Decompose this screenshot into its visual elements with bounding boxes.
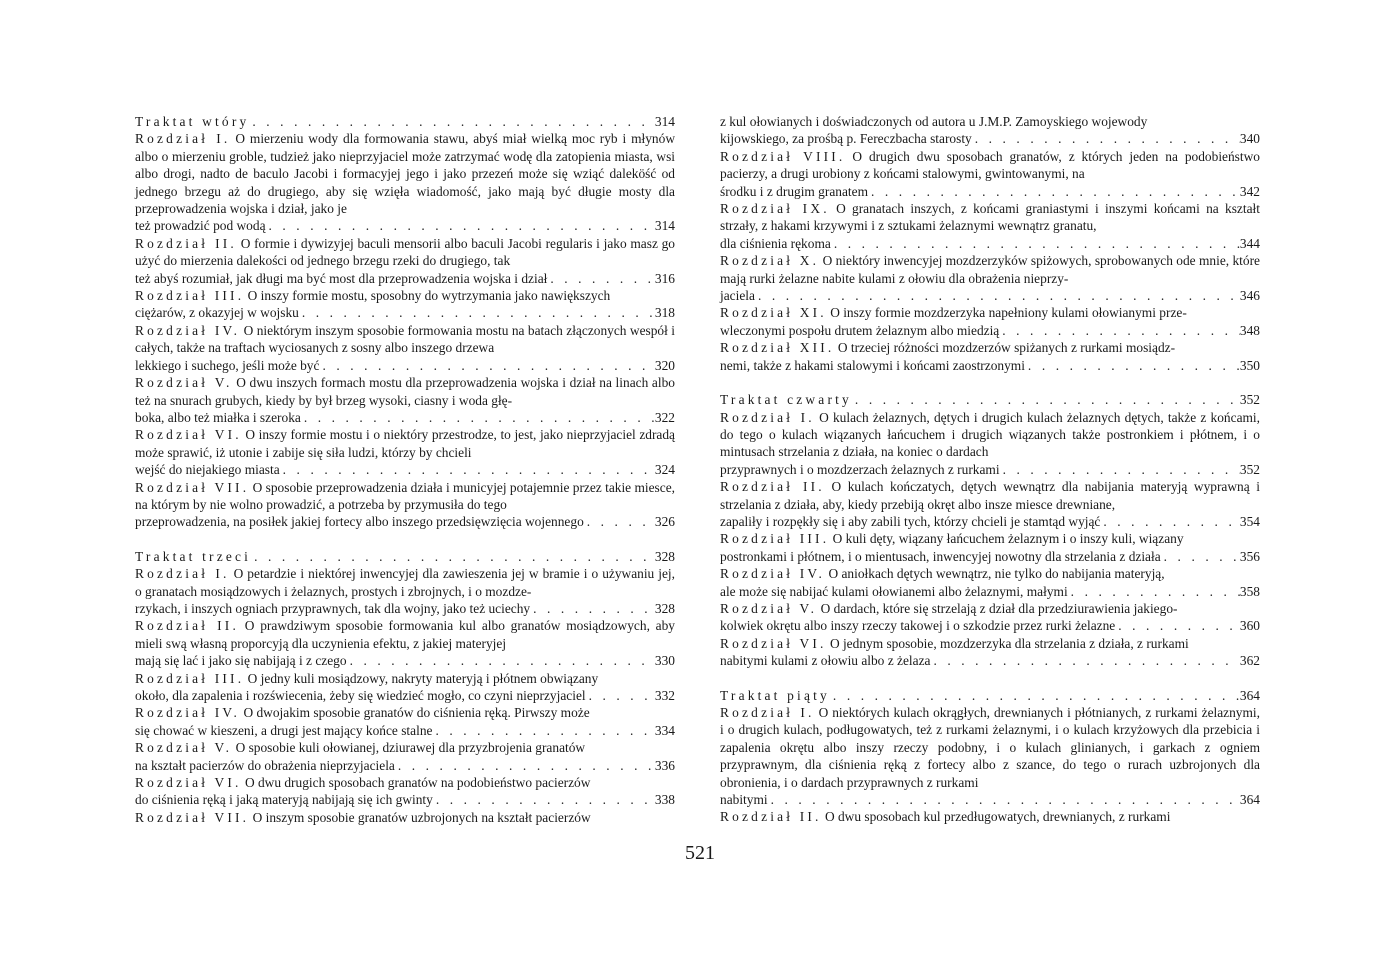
chapter-label: Rozdział V. [135, 740, 233, 756]
chapter-entry [720, 148, 1260, 200]
entry-text: O dwojakim sposobie granatów do ciśnienia ręką. Pirwszy może [243, 705, 590, 721]
page-ref: 324 [654, 462, 675, 478]
entry-last-line [135, 409, 675, 426]
dot-leader [432, 722, 654, 739]
entry-text: O kulach żelaznych, dętych i drugich kulach żelaznych dętych, także z końcami, do tego o kulach wiązanych łańcuchem i drugich wiązanych także postronkiem i płótnem, i o mintusach strzelania z działa, na koniec o dardach [720, 409, 1260, 460]
page-number: 521 [685, 842, 715, 864]
dot-leader [1161, 548, 1240, 565]
chapter-label: Rozdział III. [135, 670, 245, 686]
entry-body [720, 478, 1260, 513]
chapter-entry [135, 426, 675, 478]
entry-last-line [720, 513, 1260, 530]
entry-last-line [720, 583, 1260, 600]
entry-text: O jednym sposobie, mozdzerzyka dla strzelania z działa, z rurkami [829, 635, 1189, 651]
chapter-label: Rozdział I. [135, 131, 231, 147]
chapter-label: Rozdział V. [135, 375, 233, 391]
treatise-heading [720, 391, 1260, 408]
entry-last-line [720, 287, 1260, 304]
entry-last-line [135, 600, 675, 617]
entry-text-last: się chować w kieszeni, a drugi jest mający końce stalne [135, 722, 433, 738]
chapter-label: Rozdział VIII. [720, 148, 846, 164]
chapter-entry [135, 617, 675, 669]
entry-text: z kul ołowianych i doświadczonych od autora u J.M.P. Zamoyskiego wojewody [720, 114, 1148, 129]
index-page [135, 113, 1260, 873]
entry-body [135, 130, 675, 217]
entry-last-line [135, 687, 675, 704]
chapter-entry [135, 479, 675, 531]
treatise-title: Traktat trzeci [135, 548, 252, 564]
treatise-heading [135, 113, 675, 130]
dot-leader [299, 304, 655, 321]
entry-body [720, 808, 1260, 825]
entry-text: O niektórym inszym sposobie formowania mostu na batach złączonych wespół i całych, także na traftach wyciosanych z sosny albo inszego drzewa [135, 322, 675, 356]
dot-leader [395, 757, 655, 774]
entry-last-line [720, 183, 1260, 200]
entry-last-line [720, 235, 1260, 252]
chapter-entry [720, 530, 1260, 565]
entry-body [135, 704, 675, 721]
entry-last-line [720, 548, 1260, 565]
entry-text: O inszy formie mostu, sposobny do wytrzymania jako nawiększych [247, 288, 611, 304]
entry-last-line [720, 322, 1260, 339]
entry-body [720, 148, 1260, 183]
page-ref: 328 [654, 548, 675, 564]
treatise-heading [135, 548, 675, 565]
entry-text-last: jaciela [720, 288, 755, 304]
chapter-label: Rozdział I. [720, 705, 815, 720]
entry-text: O inszy formie mostu i o niektóry przestrodze, to jest, jako nieprzyjaciel zdradą może sprawić, iż utonie i zabije się siła ludzi, którzy by chcieli [135, 427, 675, 460]
chapter-label: Rozdział VI. [720, 635, 827, 651]
entry-body [135, 565, 675, 600]
chapter-entry [720, 704, 1260, 808]
entry-text: O sposobie przeprowadzenia działa i municyjej potajemnie przez takie miesce, na którym by nie wolno prowadzić, a potrzeba by przymusiła do tego [135, 479, 675, 512]
entry-body [135, 739, 675, 756]
entry-last-line [720, 461, 1260, 478]
page-ref: 320 [654, 357, 675, 373]
dot-leader [768, 791, 1240, 808]
chapter-label: Rozdział IX. [720, 201, 830, 217]
entry-text-last: nemi, także z hakami stalowymi i końcami zaostrzonymi [720, 357, 1025, 373]
entry-last-line [135, 304, 675, 321]
treatise-title: Traktat piąty [720, 687, 830, 703]
entry-last-line [720, 791, 1260, 808]
page-ref: 352 [1239, 392, 1260, 408]
entry-body [135, 809, 675, 826]
chapter-label: Rozdział IV. [720, 566, 826, 582]
page-ref: 350 [1239, 357, 1260, 373]
page-ref: 332 [654, 688, 675, 703]
entry-body [135, 426, 675, 461]
page-ref: 318 [654, 305, 675, 321]
entry-last-line [135, 357, 675, 374]
right-column [720, 113, 1260, 826]
page-ref: 364 [1239, 687, 1260, 703]
chapter-label: Rozdział VI. [135, 427, 242, 443]
page-ref: 354 [1239, 513, 1260, 529]
chapter-entry [720, 635, 1260, 670]
entry-text-last: też abyś rozumiał, jak długi ma być most dla przeprowadzenia wojska i dział [135, 270, 548, 286]
dot-leader [433, 791, 655, 808]
entry-text: O kuli dęty, wiązany łańcuchem żelaznym i o inszy kuli, wiązany [832, 531, 1184, 547]
chapter-entry [135, 235, 675, 287]
continuation-entry [720, 113, 1260, 148]
dot-leader [830, 687, 1240, 704]
chapter-label: Rozdział I. [720, 409, 815, 425]
entry-text-last: kijowskiego, za prośbą p. Fereczbacha starosty [720, 131, 972, 147]
entry-body [720, 113, 1260, 130]
chapter-entry [135, 809, 675, 826]
entry-text-last: wejść do niejakiego miasta [135, 462, 280, 478]
chapter-entry [720, 200, 1260, 252]
dot-leader [251, 548, 655, 565]
entry-text: O granatach inszych, z końcami graniastymi i inszymi końcami na kształt strzały, z hakami krzywymi i z sztukami żelaznymi wewnątrz granatu, [720, 201, 1260, 234]
entry-text: O kulach kończatych, dętych wewnątrz dla nabijania materyją wyprawną i strzelania z działa, aby, kiedy przebiją okręt albo insze miesce drewniane, [720, 479, 1260, 512]
page-ref: 322 [654, 409, 675, 425]
chapter-entry [135, 565, 675, 617]
page-ref: 348 [1239, 322, 1260, 338]
treatise-title: Traktat wtóry [135, 114, 250, 129]
entry-text: O mierzeniu wody dla formowania stawu, abyś miał wielką moc ryb i młynów albo o mierzeniu groble, tudzież jako nieprzyjaciel może zatrzymać wodę dla zatopienia miasta, wsi albo drogi, nadto de baculo Jacobi i formacyjej jego i jako przezeń może się wziąć daleköść od jednego brzegu aż do drugiego, aby się wzięła wiadomość, jako mają być długie mosty dla przeprowadzenia wojska i dział, jako je [135, 131, 675, 217]
chapter-entry [135, 670, 675, 705]
dot-leader [586, 687, 655, 704]
chapter-label: Rozdział IV. [135, 705, 241, 721]
dot-leader [266, 217, 655, 234]
chapter-entry [720, 478, 1260, 530]
dot-leader [547, 270, 655, 287]
chapter-label: Rozdział X. [720, 253, 820, 269]
page-ref: 340 [1239, 131, 1260, 147]
chapter-entry [135, 739, 675, 774]
page-ref: 344 [1239, 235, 1260, 251]
chapter-label: Rozdział I. [135, 566, 230, 582]
chapter-label: Rozdział VII. [135, 479, 250, 495]
entry-text: O dwu sposobach kul przedługowatych, drewnianych, z rurkami [824, 809, 1171, 825]
dot-leader [301, 409, 655, 426]
chapter-entry [135, 374, 675, 426]
entry-body [135, 617, 675, 652]
entry-body [720, 200, 1260, 235]
page-ref: 328 [654, 600, 675, 616]
chapter-entry [720, 808, 1260, 825]
chapter-label: Rozdział II. [135, 235, 237, 251]
entry-last-line [135, 513, 675, 530]
entry-text: O jedny kuli mosiądzowy, nakryty materyją i płótnem obwiązany [247, 670, 599, 686]
page-ref: 334 [654, 722, 675, 738]
treatise-heading [720, 687, 1260, 704]
page-ref: 364 [1239, 792, 1260, 808]
chapter-label: Rozdział VI. [135, 775, 242, 791]
entry-last-line [720, 617, 1260, 634]
entry-last-line [135, 652, 675, 669]
entry-last-line [135, 461, 675, 478]
page-ref: 330 [654, 653, 675, 669]
entry-body [720, 252, 1260, 287]
dot-leader [1115, 617, 1240, 634]
entry-body [135, 670, 675, 687]
entry-text-last: nabitymi [720, 792, 768, 808]
entry-text: O drugich dwu sposobach granatów, z których jeden na podobieństwo pacierzy, a drugi urobiony z końcami stalowymi, gwintowanymi, na [720, 148, 1260, 182]
entry-text: O dwu inszych formach mostu dla przeprowadzenia wojska i dział na linach albo też na snurach grubych, kiedy by był brzeg wysoki, ciasny i woda głę- [135, 375, 675, 408]
entry-last-line [135, 270, 675, 287]
entry-text-last: do ciśnienia ręką i jaką materyją nabijają się ich gwinty [135, 792, 433, 808]
entry-text-last: środku i z drugim granatem [720, 183, 869, 199]
chapter-label: Rozdział XI. [720, 305, 827, 321]
page-ref: 316 [654, 270, 675, 286]
page-ref: 314 [654, 114, 675, 129]
entry-text: O dardach, które się strzelają z dział dla przedziurawienia jakiego- [820, 600, 1178, 616]
entry-text: O dwu drugich sposobach granatów na podobieństwo pacierzów [244, 775, 591, 791]
entry-text-last: lekkiego i suchego, jeśli może być [135, 357, 320, 373]
chapter-entry [135, 704, 675, 739]
entry-body [720, 635, 1260, 652]
page-ref: 342 [1239, 183, 1260, 199]
dot-leader [530, 600, 655, 617]
entry-last-line [135, 217, 675, 234]
chapter-entry [720, 565, 1260, 600]
entry-last-line [720, 357, 1260, 374]
page-ref: 346 [1239, 288, 1260, 304]
dot-leader [1068, 583, 1240, 600]
dot-leader [347, 652, 655, 669]
chapter-entry [720, 304, 1260, 339]
entry-body [135, 479, 675, 514]
dot-leader [1000, 461, 1240, 478]
entry-last-line [720, 130, 1260, 147]
dot-leader [319, 357, 654, 374]
chapter-label: Rozdział II. [720, 809, 822, 825]
dot-leader [755, 287, 1240, 304]
treatise-title: Traktat czwarty [720, 392, 852, 408]
entry-text-last: ciężarów, z okazyjej w wojsku [135, 305, 299, 321]
entry-text: O inszy formie mozdzerzyka napełniony kulami ołowianymi prze- [830, 305, 1187, 321]
left-column [135, 113, 675, 826]
entry-body [720, 565, 1260, 582]
chapter-label: Rozdział V. [720, 600, 818, 616]
entry-text: O aniołkach dętych wewnątrz, nie tylko do nabijania materyją, [828, 566, 1165, 582]
page-ref: 336 [654, 757, 675, 773]
entry-body [720, 530, 1260, 547]
chapter-entry [135, 287, 675, 322]
dot-leader [249, 113, 655, 130]
entry-text: O petardzie i niektórej inwencyjej dla zawieszenia jej w bramie i o używaniu jej, o granatach mosiądzowych i żelaznych, prostych i zbrojnych, i o mozdze- [135, 566, 675, 599]
entry-text-last: na kształt pacierzów do obrażenia nieprzyjaciela [135, 757, 395, 773]
chapter-label: Rozdział VII. [135, 809, 250, 825]
entry-text: O prawdziwym sposobie formowania kul albo granatów mosiądzowych, aby mieli swą własną proporcyją dla uczynienia efektu, z jakiej materyjej [135, 618, 676, 651]
page-ref: 362 [1239, 653, 1260, 669]
page-ref: 314 [654, 218, 675, 234]
entry-last-line [135, 722, 675, 739]
entry-text-last: ale może się nabijać kulami ołowianemi albo żelaznymi, małymi [720, 583, 1068, 599]
entry-text-last: postronkami i płótnem, i o mientusach, inwencyjej nowotny dla strzelania z działa [720, 548, 1161, 564]
dot-leader [999, 322, 1240, 339]
dot-leader [1100, 513, 1240, 530]
entry-text: O sposobie kuli ołowianej, dziurawej dla przyzbrojenia granatów [235, 740, 586, 756]
chapter-label: Rozdział II. [135, 618, 240, 634]
chapter-label: Rozdział IV. [135, 322, 241, 338]
entry-text-last: zapaliły i rozpękły się i aby zabili tych, którzy chcieli je stamtąd wyjąć [720, 513, 1101, 529]
page-ref: 326 [654, 514, 675, 530]
entry-text-last: dla ciśnienia rękoma [720, 235, 831, 251]
entry-last-line [135, 791, 675, 808]
page-ref: 358 [1239, 583, 1260, 599]
entry-text-last: kolwiek okrętu albo inszy rzeczy takowej i o szkodzie przez rurki żelazne [720, 618, 1116, 634]
entry-text-last: około, dla zapalenia i rozświecenia, żeby się wiedzieć mogło, co czyni nieprzyjaciel [135, 688, 586, 703]
entry-text-last: przeprowadzenia, na posiłek jakiej fortecy albo inszego przedsięwzięcia wojennego [135, 514, 584, 530]
dot-leader [280, 461, 655, 478]
page-ref: 338 [654, 792, 675, 808]
chapter-entry [720, 252, 1260, 304]
entry-text-last: też prowadzić pod wodą [135, 218, 266, 234]
page-ref: 360 [1239, 618, 1260, 634]
dot-leader [868, 183, 1240, 200]
chapter-entry [135, 322, 675, 374]
entry-text: O niektórych kulach okrągłych, drewnianych i płótnianych, z rurkami żelaznymi, i o drugich kulach, podługowatych, też z rurkami żelaznymi, i o kulach krzyżowych dla przebicia i zapalenia okrętu albo inszy rzeczy podobny, i o kulach glinianych, i garkach z ogniem przyprawnym, dla ciśnienia ręką z fortecy albo z szance, do tego o rurach uzbrojonych dla obronienia, i o dardach przyprawnych z rurkami [720, 705, 1260, 790]
entry-body [720, 339, 1260, 356]
chapter-entry [135, 130, 675, 234]
entry-body [135, 235, 675, 270]
entry-body [720, 409, 1260, 461]
entry-last-line [720, 652, 1260, 669]
entry-body [135, 287, 675, 304]
chapter-entry [720, 339, 1260, 374]
entry-body [135, 374, 675, 409]
page-ref: 356 [1239, 548, 1260, 564]
entry-text: O trzeciej różności mozdzerzów spiżanych z rurkami mosiądz- [837, 340, 1176, 356]
chapter-entry [720, 409, 1260, 479]
chapter-label: Rozdział III. [135, 288, 245, 304]
entry-text: O formie i dywizyjej baculi mensorii albo baculi Jacobi regularis i jako masz go użyć do mierzenia dalekości od jednego brzegu rzeki do drugiego, tak [135, 235, 675, 269]
chapter-entry [720, 600, 1260, 635]
entry-text-last: rzykach, i inszych ogniach przyprawnych, tak dla wojny, jako też uciechy [135, 600, 531, 616]
dot-leader [930, 652, 1239, 669]
entry-text-last: mają się lać i jako się nabijają i z czego [135, 653, 347, 669]
entry-last-line [135, 757, 675, 774]
entry-text: O inszym sposobie granatów uzbrojonych na kształt pacierzów [252, 809, 591, 825]
chapter-label: Rozdział XII. [720, 340, 835, 356]
dot-leader [852, 391, 1240, 408]
entry-text-last: wleczonymi pospołu drutem żelaznym albo miedzią [720, 322, 1000, 338]
entry-text-last: boka, albo też miałka i szeroka [135, 409, 301, 425]
dot-leader [831, 235, 1240, 252]
entry-text-last: nabitymi kulami z ołowiu albo z żelaza [720, 653, 931, 669]
entry-body [135, 322, 675, 357]
entry-body [720, 704, 1260, 791]
chapter-entry [135, 774, 675, 809]
entry-text-last: przyprawnych i o mozdzerzach żelaznych z rurkami [720, 461, 1000, 477]
entry-body [720, 304, 1260, 321]
dot-leader [972, 130, 1240, 147]
chapter-label: Rozdział II. [720, 479, 825, 495]
entry-body [720, 600, 1260, 617]
page-ref: 352 [1239, 461, 1260, 477]
chapter-label: Rozdział III. [720, 531, 830, 547]
entry-body [135, 774, 675, 791]
dot-leader [1025, 357, 1240, 374]
dot-leader [584, 513, 655, 530]
entry-text: O niektóry inwencyjej mozdzerzyków spiżowych, sprobowanych ode mnie, które mają rurki żelazne nabite kulami z ołowiu dla obrażenia nieprzy- [720, 253, 1260, 286]
